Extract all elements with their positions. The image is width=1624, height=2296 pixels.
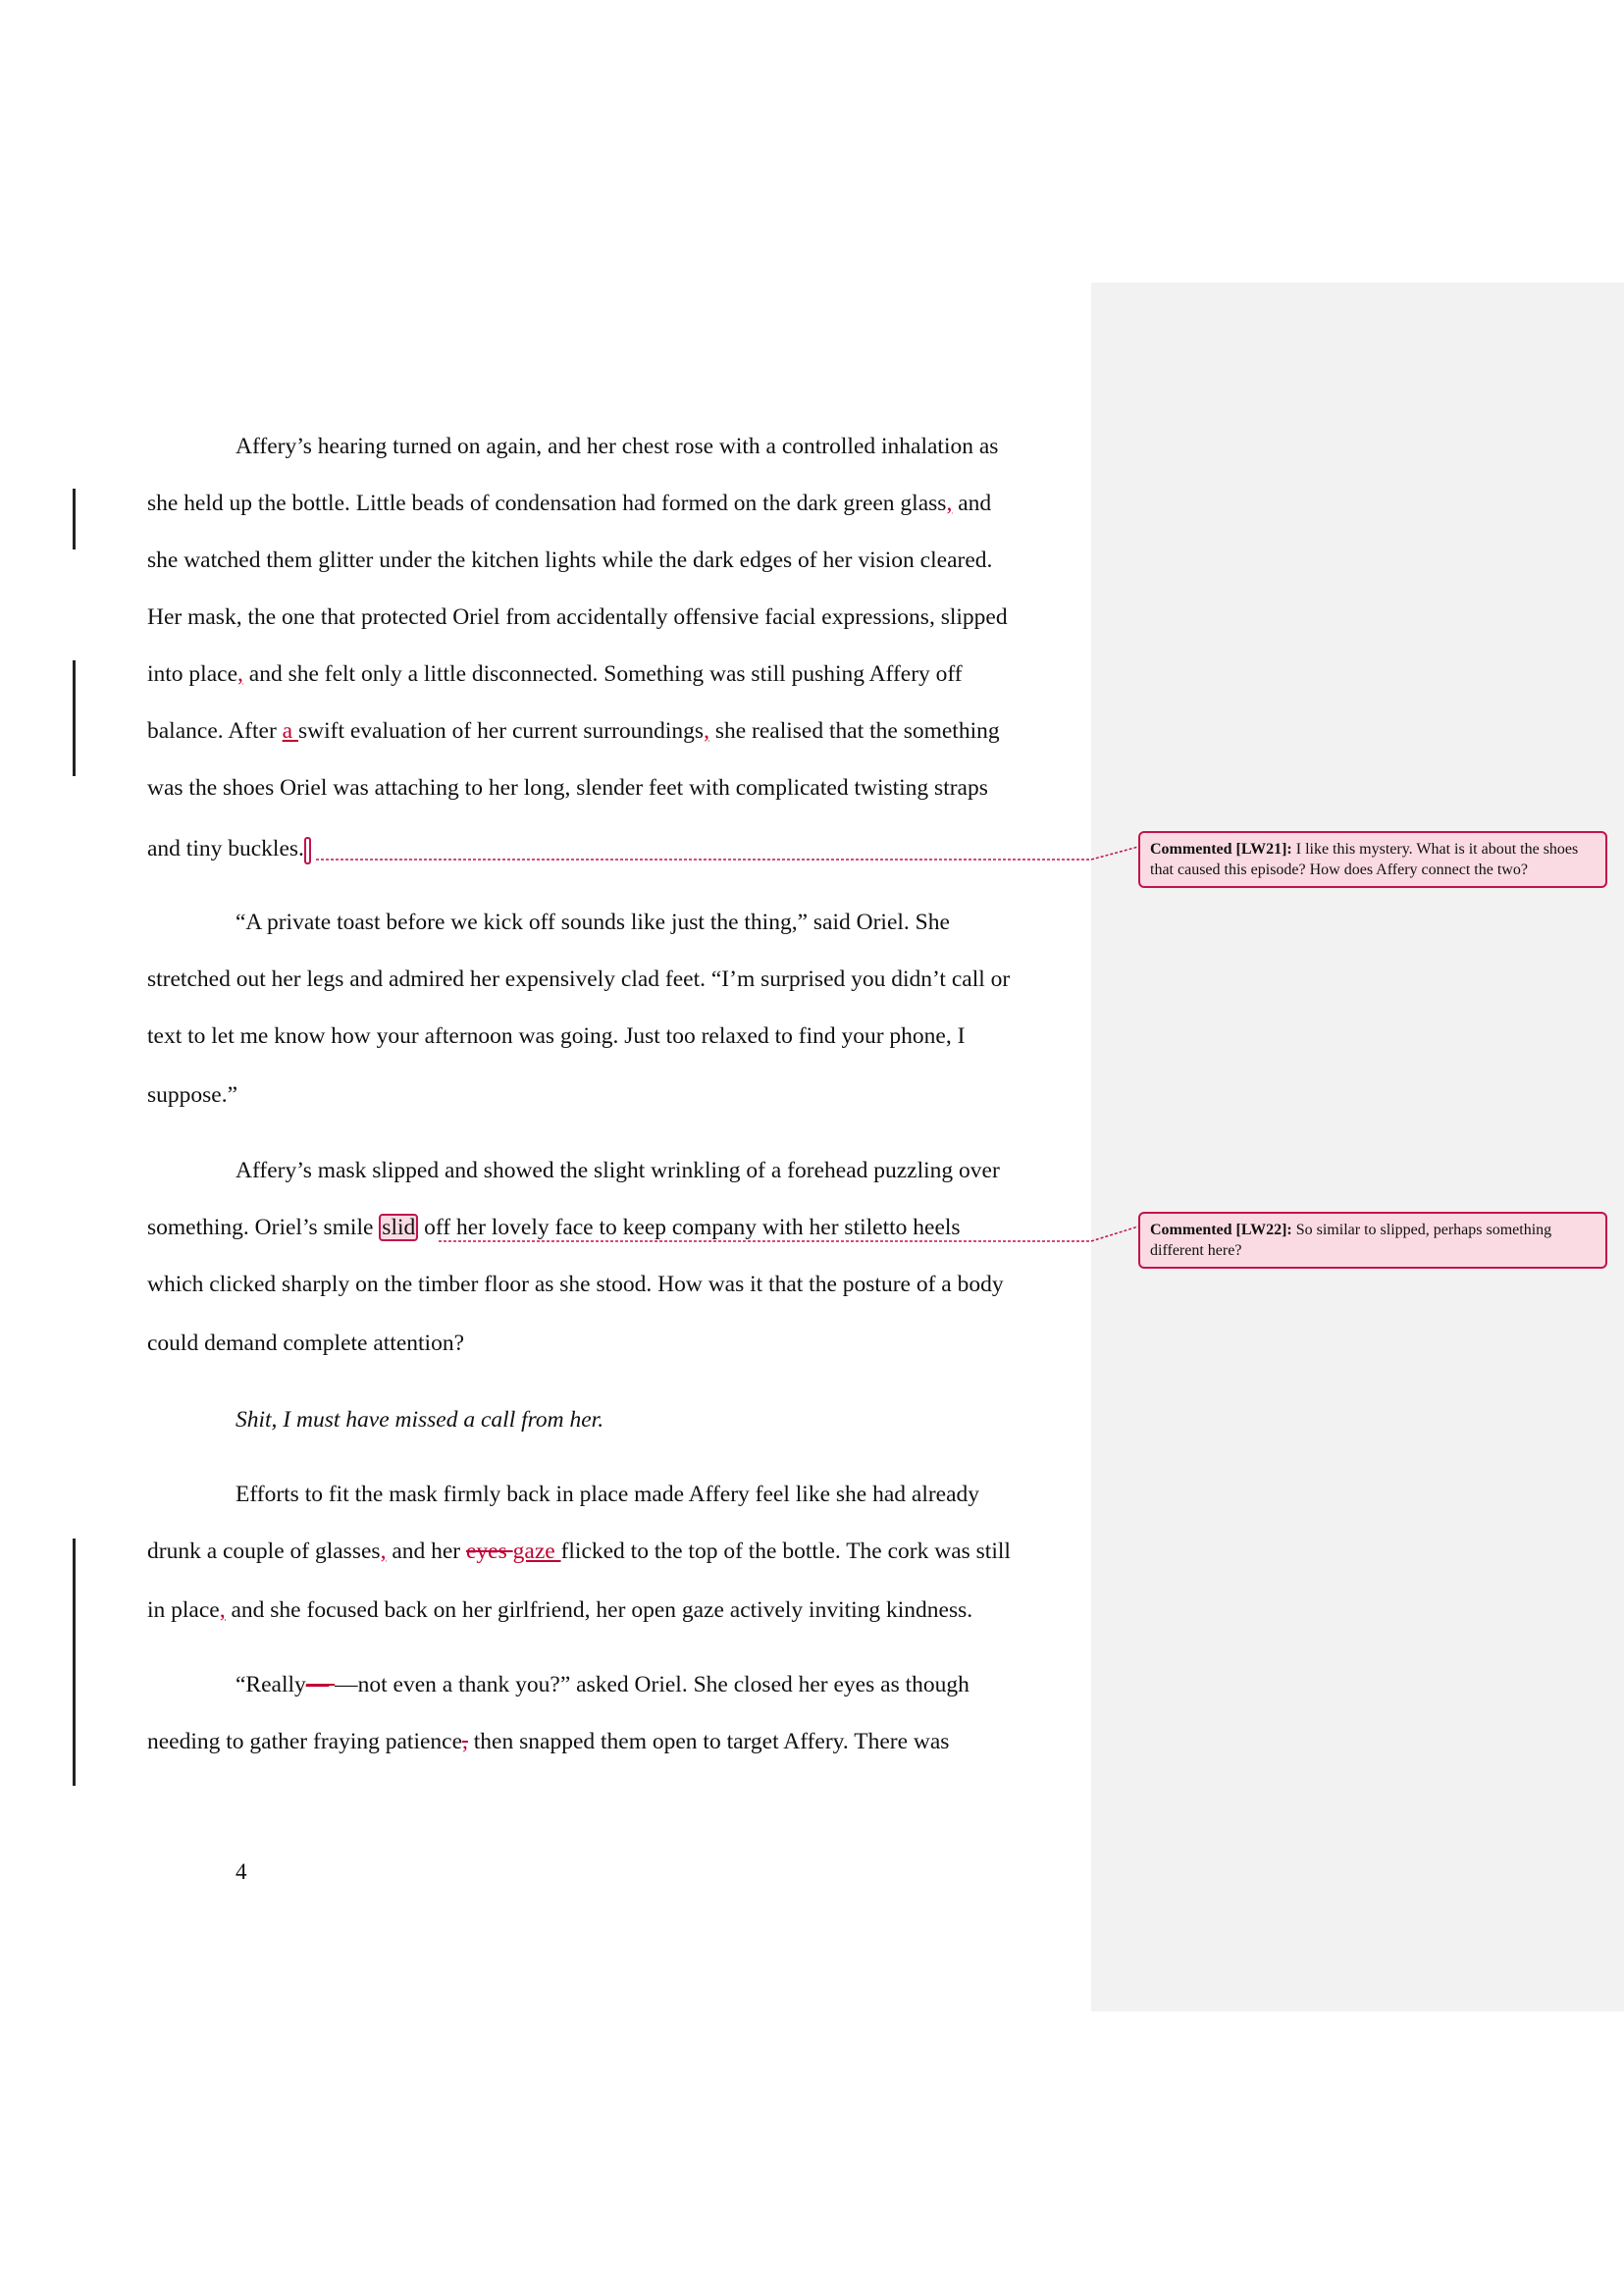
text-run: Her mask, the one that protected Oriel from accidentally offensive facial expressions, slipped [147, 604, 1008, 630]
text-run: Affery’s hearing turned on again, and her chest rose with a controlled inhalation as [236, 434, 999, 459]
tracked-deletion: , [462, 1729, 468, 1754]
change-bar [73, 489, 76, 549]
page-number: 4 [236, 1859, 247, 1884]
text-line [236, 432, 1178, 461]
text-line [236, 1156, 1178, 1185]
text-line [147, 1537, 1089, 1566]
tracked-deletion: — [305, 1672, 336, 1697]
text-run: Efforts to fit the mask firmly back in place made Affery feel like she had already [236, 1482, 980, 1507]
comment-label: Commented [LW21]: [1150, 841, 1292, 858]
text-run: and her [386, 1539, 466, 1564]
comment-lw21[interactable] [1138, 831, 1607, 888]
text-line [236, 1670, 1178, 1699]
text-run: was the shoes Oriel was attaching to her long, slender feet with complicated twisting straps [147, 775, 988, 801]
text-line [147, 1727, 1089, 1756]
text-run: she held up the bottle. Little beads of condensation had formed on the dark green glass [147, 491, 947, 516]
text-run: which clicked sharply on the timber floor as she stood. How was it that the posture of a body [147, 1272, 1004, 1297]
tracked-insertion: , [380, 1539, 387, 1564]
text-line [147, 773, 1089, 803]
text-run: in place [147, 1597, 220, 1623]
text-line [147, 1213, 1089, 1242]
tracked-insertion: gaze [512, 1539, 561, 1564]
text-line [236, 908, 1178, 937]
text-run: and [952, 491, 992, 516]
comment-label: Commented [LW22]: [1150, 1222, 1292, 1238]
text-run: flicked to the top of the bottle. The cork was still [560, 1539, 1011, 1564]
text-run: into place [147, 661, 238, 687]
text-line [147, 546, 1089, 575]
text-run: off her lovely face to keep company with her stiletto heels [418, 1215, 961, 1240]
comment-text: I like this mystery. What is it about the shoes that caused this episode? How does Affery connect the two? [1150, 841, 1579, 878]
text-run: Affery’s mask slipped and showed the slight wrinkling of a forehead puzzling over [236, 1158, 1000, 1183]
tracked-insertion: , [704, 718, 709, 744]
text-run: “Really [236, 1672, 306, 1697]
text-run: and tiny buckles. [147, 836, 304, 861]
comment-anchor-lw21[interactable] [304, 837, 311, 864]
text-run: drunk a couple of glasses [147, 1539, 381, 1564]
text-line [147, 1021, 1089, 1051]
text-run: then snapped them open to target Affery. There was [467, 1729, 950, 1754]
text-line [147, 602, 1089, 632]
text-run: —not even a thank you?” asked Oriel. She closed her eyes as though [335, 1672, 969, 1697]
text-line [147, 1080, 1089, 1110]
text-line [147, 1329, 1089, 1358]
text-run: swift evaluation of her current surroundings [297, 718, 705, 744]
tracked-insertion: , [237, 661, 243, 687]
text-line [147, 1595, 1089, 1625]
tracked-insertion: , [946, 491, 953, 516]
text-line [147, 1270, 1089, 1299]
text-run: she realised that the something [708, 718, 1000, 744]
tracked-insertion: a [282, 718, 298, 744]
tracked-insertion: , [219, 1597, 226, 1623]
text-line [147, 834, 1089, 864]
comment-lw22[interactable] [1138, 1212, 1607, 1269]
text-run: needing to gather fraying patience [147, 1729, 463, 1754]
text-line [147, 659, 1089, 689]
text-line [236, 1480, 1178, 1509]
comment-anchor-lw22[interactable]: slid [379, 1214, 418, 1241]
text-run: and she felt only a little disconnected. Something was still pushing Affery off [242, 661, 963, 687]
change-bar [73, 660, 76, 776]
text-run: balance. After [147, 718, 283, 744]
text-line [147, 965, 1089, 994]
text-run: she watched them glitter under the kitchen lights while the dark edges of her vision cleared. [147, 548, 993, 573]
text-line [147, 716, 1089, 746]
text-run: text to let me know how your afternoon was going. Just too relaxed to find your phone, I [147, 1023, 966, 1049]
italic-thought: Shit, I must have missed a call from her. [236, 1407, 604, 1433]
text-line [147, 489, 1089, 518]
text-run: stretched out her legs and admired her expensively clad feet. “I’m surprised you didn’t call or [147, 966, 1011, 992]
text-run: and she focused back on her girlfriend, her open gaze actively inviting kindness. [225, 1597, 973, 1623]
text-run: suppose.” [147, 1082, 238, 1108]
text-run: “A private toast before we kick off sounds like just the thing,” said Oriel. She [236, 910, 950, 935]
comment-text: So similar to slipped, perhaps something different here? [1150, 1222, 1552, 1259]
tracked-deletion: eyes [466, 1539, 513, 1564]
text-line [236, 1405, 1178, 1435]
text-run: could demand complete attention? [147, 1331, 465, 1356]
comment-pane [1091, 283, 1624, 2011]
text-run: something. Oriel’s smile [147, 1215, 380, 1240]
change-bar [73, 1539, 76, 1786]
